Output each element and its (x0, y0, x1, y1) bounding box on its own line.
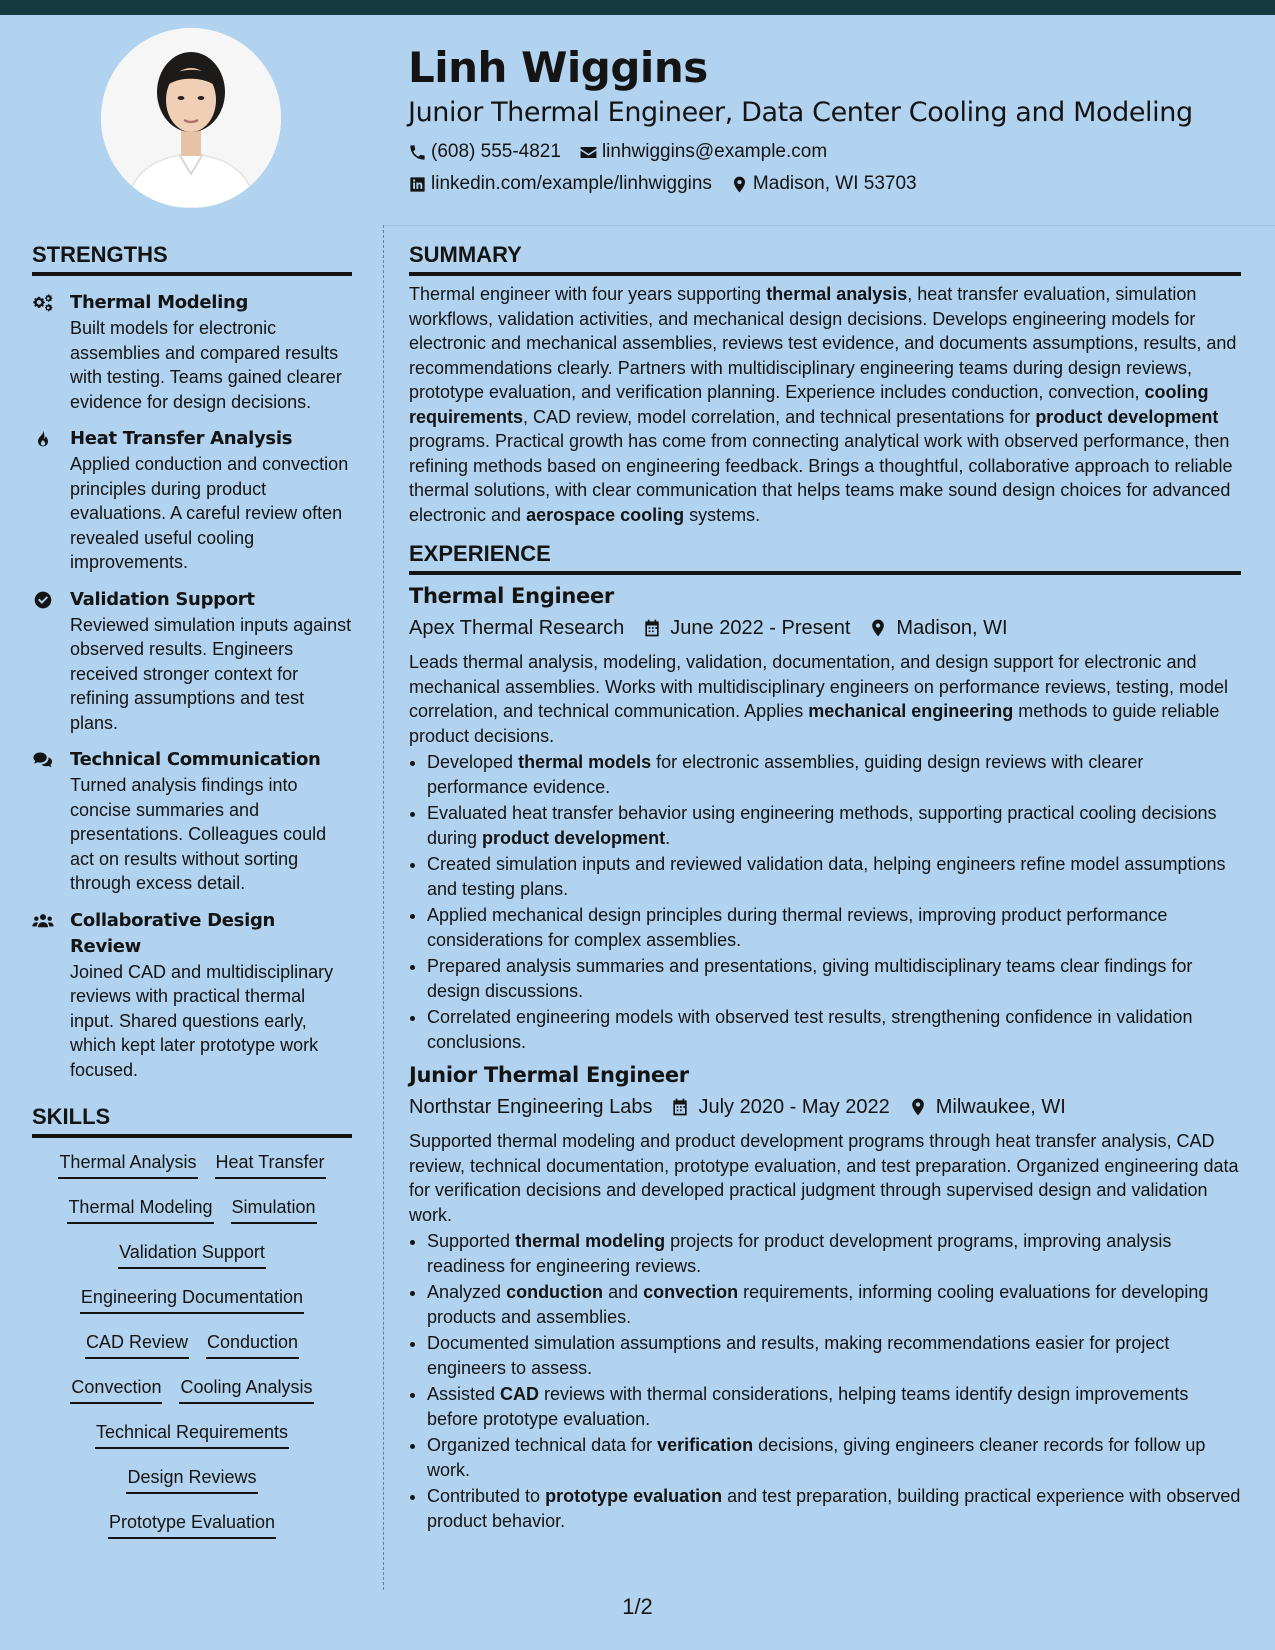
profile-photo-illustration (101, 28, 281, 208)
skill-tag: Validation Support (118, 1240, 266, 1269)
phone-number: (608) 555-4821 (431, 141, 561, 162)
skill-row (32, 1240, 352, 1269)
job-company (409, 1091, 652, 1123)
strength-item (32, 290, 352, 414)
profile-photo (101, 28, 281, 208)
job-title: Thermal Engineer (409, 584, 614, 608)
skill-tag: Heat Transfer (215, 1150, 326, 1179)
bullet-item: • Contributed to prototype evaluation and test preparation, building practical experience with observed product behavior. (427, 1484, 1241, 1533)
skill-row (32, 1510, 352, 1539)
skill-tag: Cooling Analysis (179, 1375, 313, 1404)
bullet-item: • Applied mechanical design principles during thermal reviews, improving product performance considerations for complex assemblies. (427, 903, 1241, 952)
email-address: linhwiggins@example.com (601, 141, 828, 162)
skill-row (32, 1420, 352, 1449)
skill-tag: Conduction (206, 1330, 299, 1359)
strength-description: Joined CAD and multidisciplinary reviews with practical thermal input. Shared questions early, which kept later prototype work focused. (70, 961, 334, 1080)
job-location (868, 612, 1007, 644)
job-meta (409, 1091, 1241, 1123)
company-name: Apex Thermal Research (409, 617, 625, 639)
strength-item (32, 587, 352, 736)
users-icon (32, 911, 54, 931)
resume-header (408, 40, 1248, 200)
skill-row (32, 1150, 352, 1179)
strength-item (32, 426, 352, 575)
phone-contact[interactable] (408, 136, 561, 168)
summary-heading: SUMMARY (409, 240, 1241, 276)
calendar-icon (670, 1097, 690, 1117)
job-location (908, 1091, 1066, 1123)
skill-tag: Thermal Modeling (67, 1195, 213, 1224)
job-company (409, 612, 624, 644)
map-pin-icon (908, 1097, 928, 1117)
skill-tag: CAD Review (85, 1330, 189, 1359)
bullet-item: • Supported thermal modeling projects for product development programs, improving analysis readiness for engineering reviews. (427, 1229, 1241, 1278)
skill-tag: Convection (70, 1375, 162, 1404)
job-bullets (409, 1229, 1241, 1533)
fire-icon (32, 429, 54, 449)
linkedin-contact[interactable] (408, 168, 712, 200)
strength-name: Heat Transfer Analysis (70, 428, 293, 449)
location-contact (730, 168, 917, 200)
bullet-item: • Developed thermal models for electronic assemblies, guiding design reviews with clearer performance evidence. (427, 750, 1241, 799)
skills-heading: SKILLS (32, 1102, 352, 1138)
top-accent-bar (0, 0, 1275, 15)
strength-description: Reviewed simulation inputs against observed results. Engineers received stronger context for refining assumptions and test plans. (70, 614, 352, 733)
strength-item (32, 908, 352, 1083)
phone-icon (408, 143, 427, 162)
skill-tag: Prototype Evaluation (108, 1510, 276, 1539)
job-bullets (409, 750, 1241, 1054)
envelope-icon (579, 143, 598, 162)
summary-text: Thermal engineer with four years supporting thermal analysis, heat transfer evaluation, simulation workflows, validation activities, and mechanical design decisions. Develops engineering models for electronic and mechanical assemblies, reviews test evidence, and documents assumptions, results, and recommendations clearly. Partners with multidisciplinary engineering teams during design reviews, prototype evaluation, and verification planning. Experience includes conduction, convection, cooling requirements, CAD review, model correlation, and technical presentations for product development programs. Practical growth has come from connecting analytical work with observed performance, then refining methods based on engineering feedback. Brings a thoughtful, collaborative approach to reliable thermal solutions, with clear communication that helps teams make sound design choices for advanced electronic and aerospace cooling systems. (409, 284, 1237, 525)
bullet-item: • Correlated engineering models with observed test results, strengthening confidence in validation conclusions. (427, 1005, 1241, 1054)
column-divider (383, 225, 384, 1590)
location-text: Madison, WI (896, 617, 1008, 639)
bullet-item: • Assisted CAD reviews with thermal considerations, helping teams identify design improvements before prototype evaluation. (427, 1382, 1241, 1431)
skills-list (32, 1150, 352, 1539)
contact-line-1 (408, 136, 1248, 168)
job-entry (409, 581, 1241, 1054)
map-pin-icon (730, 175, 749, 194)
strength-name: Technical Communication (70, 749, 321, 770)
strength-description: Applied conduction and convection principles during product evaluations. A careful review often revealed useful cooling improvements. (70, 454, 349, 572)
skill-row (32, 1375, 352, 1404)
job-entry (409, 1060, 1241, 1533)
skill-tag: Technical Requirements (95, 1420, 289, 1449)
skill-row (32, 1285, 352, 1314)
strength-name: Thermal Modeling (70, 292, 249, 313)
linkedin-icon (408, 175, 427, 194)
job-description: Supported thermal modeling and product development programs through heat transfer analysis, CAD review, technical documentation, prototype evaluation, and test preparation. Organized engineering data for verification decisions and developed practical judgment through supervised design and validation work. (409, 1131, 1239, 1225)
page-number: 1/2 (622, 1594, 653, 1619)
bullet-item: • Documented simulation assumptions and results, making recommendations easier for project engineers to assess. (427, 1331, 1241, 1380)
job-meta (409, 612, 1241, 644)
skill-tag: Thermal Analysis (58, 1150, 197, 1179)
experience-heading: EXPERIENCE (409, 539, 1241, 575)
skill-row (32, 1195, 352, 1224)
date-range: June 2022 - Present (670, 617, 851, 639)
bullet-item: • Organized technical data for verification decisions, giving engineers cleaner records for follow up work. (427, 1433, 1241, 1482)
left-column (32, 240, 352, 1555)
map-pin-icon (868, 618, 888, 638)
calendar-icon (642, 618, 662, 638)
bullet-item: • Analyzed conduction and convection requirements, informing cooling evaluations for developing products and assemblies. (427, 1280, 1241, 1329)
bullet-item: • Prepared analysis summaries and presentations, giving multidisciplinary teams clear findings for design discussions. (427, 954, 1241, 1003)
comments-icon (32, 750, 54, 770)
strength-item (32, 747, 352, 896)
job-dates (670, 1091, 889, 1123)
strengths-heading: STRENGTHS (32, 240, 352, 276)
job-title: Junior Thermal Engineer (409, 1063, 689, 1087)
strength-name: Validation Support (70, 588, 255, 610)
linkedin-url: linkedin.com/example/linhwiggins (431, 173, 712, 194)
header-divider (383, 225, 1275, 226)
candidate-name: Linh Wiggins (408, 43, 708, 92)
company-name: Northstar Engineering Labs (409, 1096, 653, 1118)
skill-tag: Design Reviews (126, 1465, 257, 1494)
skill-row (32, 1465, 352, 1494)
strength-name: Collaborative Design Review (70, 909, 276, 957)
bullet-item: • Created simulation inputs and reviewed validation data, helping engineers refine model assumptions and testing plans. (427, 852, 1241, 901)
candidate-title: Junior Thermal Engineer, Data Center Cooling and Modeling (408, 97, 1193, 128)
skill-row (32, 1330, 352, 1359)
gears-icon (32, 293, 54, 313)
email-contact[interactable] (579, 136, 827, 168)
contact-line-2 (408, 168, 1248, 200)
job-description: Leads thermal analysis, modeling, validation, documentation, and design support for electronic and mechanical assemblies. Works with multidisciplinary engineers on performance reviews, testing, model correlation, and technical communication. Applies mechanical engineering methods to guide reliable product decisions. (409, 652, 1229, 746)
skill-tag: Simulation (231, 1195, 317, 1224)
strength-description: Built models for electronic assemblies and compared results with testing. Teams gained clearer evidence for design decisions. (70, 318, 342, 412)
location-text: Madison, WI 53703 (752, 173, 917, 194)
bullet-item: • Evaluated heat transfer behavior using engineering methods, supporting practical cooling decisions during product development. (427, 801, 1241, 850)
right-column (409, 240, 1241, 1533)
skill-tag: Engineering Documentation (80, 1285, 304, 1314)
date-range: July 2020 - May 2022 (698, 1096, 890, 1118)
check-circle-icon (32, 590, 54, 610)
strength-description: Turned analysis findings into concise summaries and presentations. Colleagues could act on results without sorting through excess detail. (70, 775, 327, 893)
location-text: Milwaukee, WI (935, 1096, 1066, 1118)
job-dates (642, 612, 850, 644)
